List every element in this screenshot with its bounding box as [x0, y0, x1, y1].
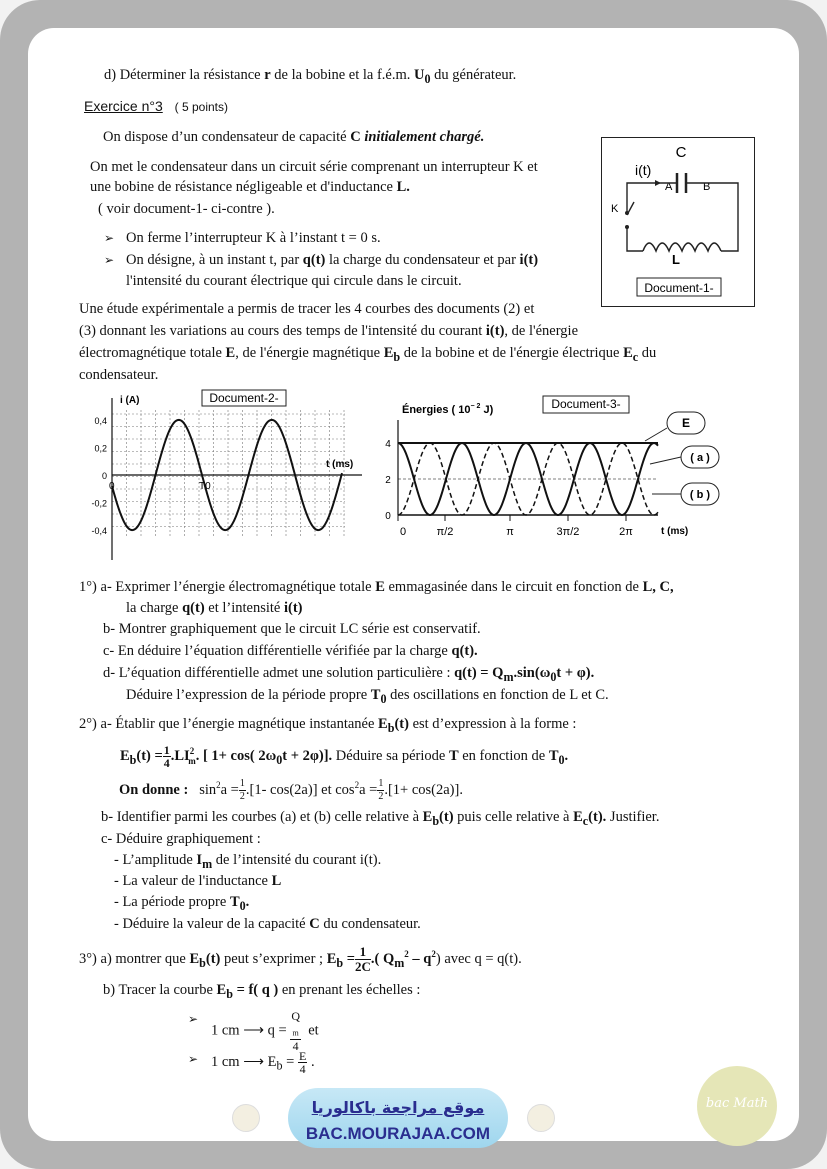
- q2-given: On donne : $\sin^2a$ = $\frac{1}{2}$ .[1- cos(2a)] et $\cos^2a$ = $\frac{1}{2}$ .[1+ cos(2a)].: [119, 778, 463, 802]
- chart3-label-a: ( a ): [690, 452, 710, 464]
- chart3-xlabel: t (ms): [661, 526, 689, 537]
- q2-equation: $E_b(t)$ = $\frac{1}{4}$ $.LI^2_m$. [ 1+ cos( $2\omega_0t + 2\varphi$)]. Déduire sa période T en fonction de $T_0$.: [120, 743, 569, 770]
- chart3-xtick: π: [506, 526, 514, 538]
- chart2-x-t0: T0: [199, 481, 211, 492]
- exercise-title: Exercice n°3 ( 5 points): [84, 98, 228, 114]
- footer-site[interactable]: BAC.MOURAJAA.COM: [305, 1124, 491, 1143]
- chart-document-3: [380, 392, 720, 547]
- chart2-ytick: 0: [101, 471, 107, 481]
- chart3-xtick: 2π: [619, 526, 633, 538]
- q3-scale-1: 1 cm ⟶ q = Q $_m$ 4 et: [211, 1009, 319, 1054]
- chart3-y-ticks: [385, 439, 391, 522]
- intro-line-3: une bobine de résistance négligeable et d'inductance L.: [90, 179, 410, 195]
- chart2-grid: [112, 410, 345, 538]
- q1-b: b- Montrer graphiquement que le circuit LC série est conservatif.: [103, 621, 481, 637]
- bac-math-logo-text: bac Math: [705, 1096, 769, 1111]
- q2-a: 2°) a- Établir que l’énergie magnétique instantanée $E_b(t)$ est d’expression à la forme :: [79, 716, 577, 735]
- intro-line-1: On dispose d’un condensateur de capacité C initialement chargé.: [103, 129, 485, 145]
- arrow-bullet-icon: ➢: [188, 1012, 199, 1026]
- study-line-1: Une étude expérimentale a permis de tracer les 4 courbes des documents (2) et: [79, 301, 535, 317]
- inductor-coil: [643, 243, 721, 251]
- chart3-ytick: 4: [385, 439, 391, 450]
- study-line-3: électromagnétique totale E, de l'énergie magnétique $E_b$ de la bobine et de l'énergie électrique $E_c$ du: [79, 345, 657, 364]
- q2-b: b- Identifier parmi les courbes (a) et (b) celle relative à $E_b(t)$ puis celle relative à $E_c(t)$. Justifier.: [101, 809, 660, 828]
- chart-document-2: [80, 388, 370, 563]
- current-label: i(t): [635, 162, 652, 178]
- chart2-title: Document-2-: [209, 391, 279, 405]
- intro-bullet-2-line-2: l'intensité du courant électrique qui circule dans le circuit.: [126, 273, 462, 289]
- chart2-ytick: 0,2: [94, 443, 107, 454]
- chart2-x-origin: 0: [109, 481, 115, 492]
- study-line-4: condensateur.: [79, 367, 159, 383]
- q3-a: 3°) a) montrer que $E_b(t)$ peut s’exprimer ; $E_b$ = $\frac{1}{2C}$ .( $Q_m^2 - q^2$) avec q = q(t).: [79, 944, 522, 974]
- chart3-ytick: 2: [385, 475, 391, 486]
- intro-line-4: ( voir document-1- ci-contre ).: [98, 201, 275, 217]
- chart2-y-ticks: [91, 416, 107, 536]
- chart2-ylabel: i (A): [120, 395, 140, 406]
- plate-b-label: B: [703, 181, 711, 193]
- chart3-xtick: 0: [399, 526, 407, 538]
- switch-label: K: [611, 203, 619, 215]
- q2-c-1: - L’amplitude $I_m$ de l’intensité du courant i(t).: [114, 852, 382, 871]
- chart3-ytick: 0: [385, 511, 391, 522]
- chart3-axes: [398, 420, 658, 515]
- chart3-xtick: π/2: [436, 526, 454, 538]
- chart3-x-ticks: [398, 515, 633, 538]
- chart3-ylabel: Énergies ( $10^{- 2}$ J): [402, 403, 494, 416]
- chart3-label-e: E: [681, 416, 691, 430]
- q1-d-line-2: Déduire l’expression de la période propre $T_0$ des oscillations en fonction de L et C.: [126, 687, 609, 706]
- chart2-ytick: -0,2: [91, 498, 107, 509]
- study-line-2: (3) donnant les variations au cours des temps de l'intensité du courant i(t), de l'énergie: [79, 323, 579, 339]
- q3-scale-2: 1 cm ⟶ $E_b$ = $\frac{E}{4}$ .: [211, 1049, 315, 1076]
- q1-d: d- L’équation différentielle admet une solution particulière : $q(t) = Q_m.\sin(\omega_0t + \varphi)$.: [103, 665, 595, 684]
- q1-a: 1°) a- Exprimer l’énergie électromagnétique totale E emmagasinée dans le circuit en fonction de L, C,: [79, 579, 674, 595]
- q2-c: c- Déduire graphiquement :: [101, 831, 261, 847]
- q2-c-4: - Déduire la valeur de la capacité C du condensateur.: [114, 916, 421, 932]
- arrow-bullet-icon: ➢: [188, 1052, 199, 1066]
- inductor-label: L: [672, 252, 680, 267]
- long-arrow-icon: ⟶: [243, 1022, 265, 1039]
- intro-bullet-2: On désigne, à un instant t, par q(t) la charge du condensateur et par i(t): [126, 252, 539, 268]
- circuit-diagram: [601, 137, 755, 307]
- footer-arabic[interactable]: موقع مراجعة باكالوريا: [311, 1098, 485, 1117]
- q2-c-3: - La période propre $T_0$.: [114, 894, 250, 913]
- q2-c-2: - La valeur de l'inductance L: [114, 873, 282, 889]
- chart2-xlabel: t (ms): [326, 459, 354, 470]
- chart3-xtick: 3π/2: [556, 526, 580, 538]
- intro-bullet-1: On ferme l’interrupteur K à l’instant t = 0 s.: [126, 230, 381, 246]
- intro-line-2: On met le condensateur dans un circuit série comprenant un interrupteur K et: [90, 159, 538, 175]
- arrow-bullet-icon: ➢: [104, 253, 115, 267]
- q1-c: c- En déduire l’équation différentielle vérifiée par la charge q(t).: [103, 643, 478, 659]
- footer-left-emblem-icon: [232, 1104, 260, 1132]
- plate-a-label: A: [665, 181, 673, 193]
- chart3-label-b: ( b ): [689, 489, 711, 501]
- q3-b: b) Tracer la courbe $E_b = f$( q ) en prenant les échelles :: [103, 982, 421, 1001]
- document-1-caption: Document-1-: [644, 281, 714, 295]
- arrow-bullet-icon: ➢: [104, 231, 115, 245]
- long-arrow-icon: ⟶: [243, 1053, 265, 1070]
- chart3-title: Document-3-: [551, 397, 621, 411]
- capacitor-label: C: [675, 144, 687, 161]
- chart2-ytick: -0,4: [91, 526, 107, 537]
- chart2-axes: [112, 398, 362, 560]
- question-d: d) Déterminer la résistance r de la bobine et la f.é.m. $U_0$ du générateur.: [104, 67, 517, 86]
- q1-a-line-2: la charge q(t) et l’intensité i(t): [126, 600, 303, 616]
- chart2-ytick: 0,4: [94, 415, 107, 426]
- footer-right-emblem-icon: [527, 1104, 555, 1132]
